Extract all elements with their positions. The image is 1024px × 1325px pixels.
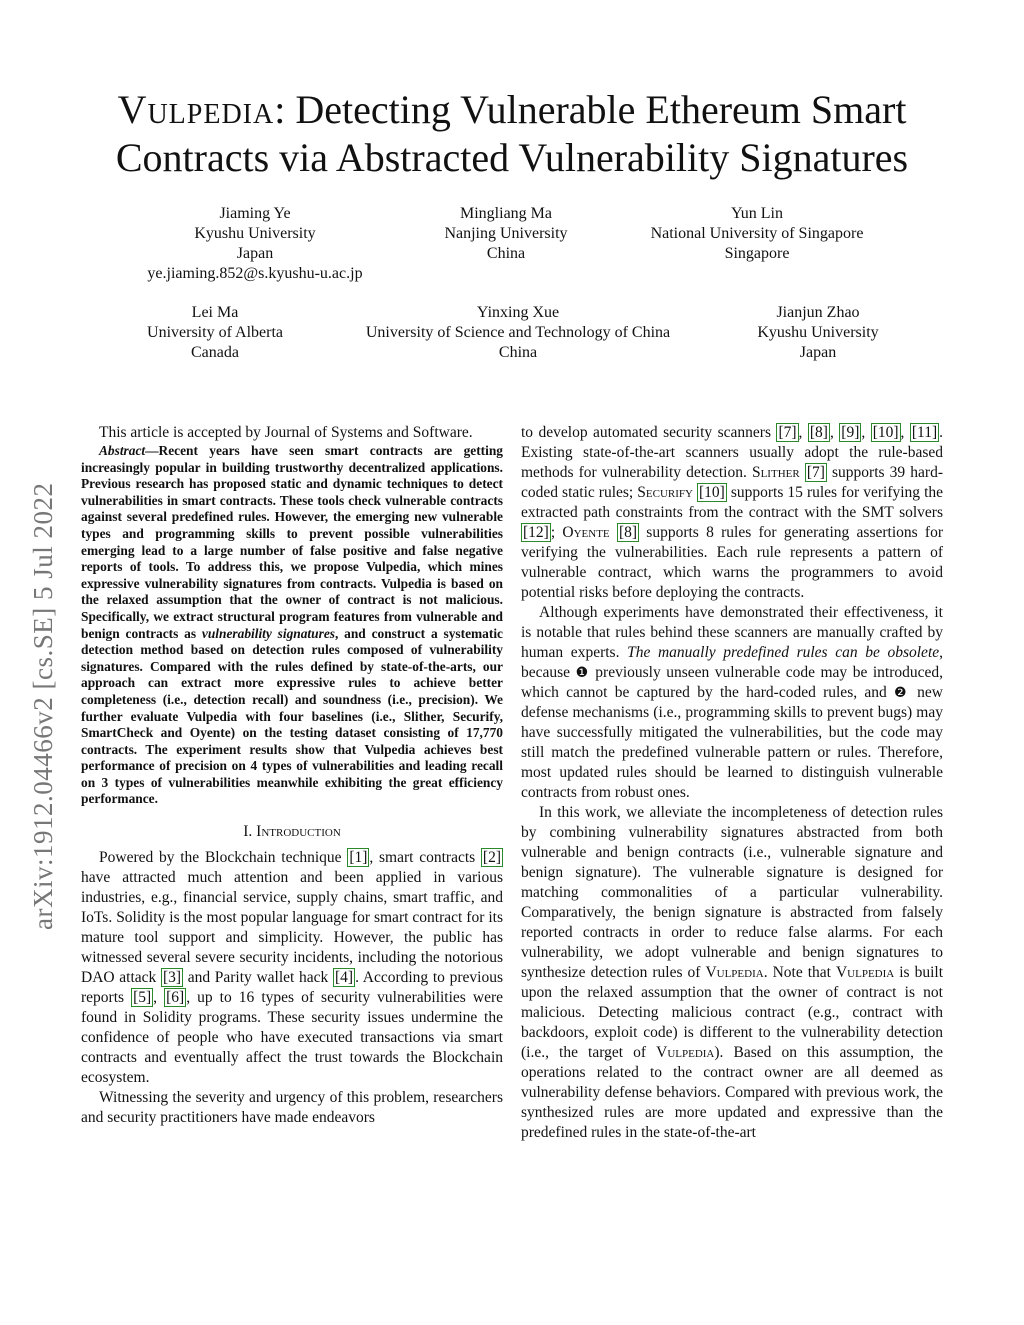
acceptance-note: This article is accepted by Journal of Systems and Software. bbox=[99, 424, 473, 441]
section-number: I. bbox=[243, 823, 253, 841]
citation-link[interactable]: [11] bbox=[911, 424, 938, 441]
citation-link[interactable]: [3] bbox=[162, 969, 182, 987]
arxiv-identifier-stamp: arXiv:1912.04466v2 [cs.SE] 5 Jul 2022 bbox=[28, 482, 58, 930]
emphasis: The manually predefined rules can be obsolete bbox=[627, 644, 940, 661]
abstract bbox=[81, 443, 503, 808]
section-title: Introduction bbox=[256, 823, 341, 841]
citation-link[interactable]: [10] bbox=[872, 424, 899, 441]
citation-link[interactable]: [6] bbox=[166, 989, 185, 1007]
author-block bbox=[732, 303, 904, 363]
author-name: Yinxing Xue bbox=[476, 304, 560, 321]
paragraph: Although experiments have demonstrated their effectiveness, it is notable that rules behind these scanners are manually crafted by human experts. The manually predefined rules can be obsolete, because ❶ previously unseen vulnerable code may be introduced, which cannot be captured by the hard-coded rules, and ❷ new defense mechanisms (i.e., programming skills to prevent bugs) may have successfully mitigated the vulnerabilities, but the code may still match the predefined vulnerable pattern or rules. Therefore, most updated rules should be learned to distinguish vulnerable contracts from robust ones. bbox=[521, 604, 944, 801]
citation-link[interactable]: [2] bbox=[482, 849, 501, 867]
author-block bbox=[130, 204, 380, 284]
title-tool-name: Vulpedia bbox=[117, 87, 275, 132]
paper-title bbox=[60, 86, 964, 182]
tool-name: Vulpedia bbox=[656, 1044, 715, 1061]
citation-link[interactable]: [7] bbox=[778, 424, 797, 441]
author-block bbox=[122, 303, 308, 363]
tool-name: Securify bbox=[637, 484, 693, 501]
author-block bbox=[336, 303, 700, 363]
author-email[interactable]: ye.jiaming.852@s.kyushu-u.ac.jp bbox=[147, 265, 363, 282]
paragraph: Witnessing the severity and urgency of this problem, researchers and security practitioners have made endeavors bbox=[81, 1089, 503, 1127]
author-affiliation: University of Alberta bbox=[147, 324, 283, 341]
author-country: China bbox=[486, 245, 526, 262]
abstract-text: —Recent years have seen smart contracts are getting increasingly popular in building trustworthy decentralized applications. Previous research has proposed static and dynamic techniques to detect vulnerabilities in smart contracts. These tools check vulnerable contracts against several predefined rules. However, the emerging new vulnerable types and programming skills to prevent possible vulnerabilities emerging lead to a large number of false positive and false negative reports of tools. To address this, we propose Vulpedia, which mines expressive vulnerability signatures from contracts. Vulpedia is based on the relaxed assumption that the owner of contract is not malicious. Specifically, we extract structural program features from vulnerable and benign contracts as bbox=[81, 443, 503, 641]
citation-link[interactable]: [7] bbox=[806, 464, 825, 481]
abstract-text: , and construct a systematic detection method based on detection rules composed of vulnerability signatures. Compared with the rules defined by state-of-the-arts, our approach can extract more expressive rules to achieve better completeness (i.e., detection recall) and soundness (i.e., precision). We further evaluate Vulpedia with four baselines (i.e., Slither, Securify, SmartCheck and Oyente) on the testing dataset consisting of 17,770 contracts. The experiment results show that Vulpedia achieves best performance of precision on 4 types of vulnerabilities and leading recall on 3 types of vulnerabilities meanwhile exhibiting the great efficiency performance. bbox=[81, 625, 503, 807]
citation-link[interactable]: [5] bbox=[133, 989, 152, 1007]
author-country: Canada bbox=[191, 344, 239, 361]
paragraph: In this work, we alleviate the incompleteness of detection rules by combining vulnerability signatures abstracted from both vulnerable and benign contracts (i.e., vulnerable signature and benign signature). The vulnerable signature is designed for matching commonalities of a particular vulnerability. Comparatively, the benign signature is abstracted from falsely reported contracts in order to reduce false alarms. For each vulnerability, we adopt vulnerable and benign signatures to synthesize detection rules of Vulpedia. Note that Vulpedia is built upon the relaxed assumption that the owner of contract is not malicious. Detecting malicious contract (e.g., contract with backdoors, exploit code) is different to the vulnerability detection (i.e., the target of Vulpedia). Based on this assumption, the operations related to the contract owner are all deemed as vulnerability defense behaviors. Compared with previous work, the synthesized rules are more updated and expressive than the predefined rules in the state-of-the-art bbox=[521, 804, 944, 1141]
tool-name: Vulpedia bbox=[705, 964, 764, 981]
author-country: Japan bbox=[799, 344, 837, 361]
right-column bbox=[521, 423, 943, 1143]
left-column bbox=[81, 423, 503, 1128]
title-text: : Detecting Vulnerable Ethereum Smart Contracts via Abstracted Vulnerability Signatures bbox=[115, 87, 909, 180]
author-affiliation: Nanjing University bbox=[444, 225, 568, 242]
author-affiliation: Kyushu University bbox=[194, 225, 316, 242]
author-name: Jiaming Ye bbox=[219, 205, 291, 222]
author-name: Lei Ma bbox=[191, 304, 239, 321]
citation-link[interactable]: [12] bbox=[523, 524, 549, 541]
author-name: Yun Lin bbox=[731, 205, 783, 222]
citation-link[interactable]: [8] bbox=[618, 524, 638, 541]
paragraph: to develop automated security scanners [7] , [8] , [9] , [10] , [11] . Existing state-of-the-art scanners usually adopt the rule-based methods for vulnerability detection. Slither [7] supports 39 hard-coded static rules; Securify [10] supports 15 rules for verifying the extracted path constraints from the contract with the SMT solvers [12] ; Oyente [8] supports 8 rules for generating assertions for verifying the vulnerabilities. Each rule represents a pattern of vulnerable contract, which warns the programmers to avoid potential risks before deploying the contracts. bbox=[521, 424, 944, 601]
citation-link[interactable]: [1] bbox=[349, 849, 368, 867]
author-affiliation: Kyushu University bbox=[757, 324, 879, 341]
citation-link[interactable]: [10] bbox=[699, 484, 725, 501]
citation-link[interactable]: [8] bbox=[809, 424, 828, 441]
citation-link[interactable]: [4] bbox=[334, 969, 354, 987]
citation-link[interactable]: [9] bbox=[841, 424, 860, 441]
tool-name: Slither bbox=[751, 464, 800, 481]
author-country: Japan bbox=[236, 245, 274, 262]
abstract-label: Abstract bbox=[99, 443, 146, 458]
paragraph: Powered by the Blockchain technique [1] , smart contracts [2] have attracted much attention and been applied in various industries, e.g., financial service, supply chains, smart traffic, and IoTs. Solidity is the most popular language for smart contract for its mature tool support and simplicity. However, the public has witnessed several severe security incidents, including the notorious DAO attack [3] and Parity wallet hack [4] . According to previous reports [5] , [6] , up to 16 types of security vulnerabilities were found in Solidity programs. These security issues undermine the confidence of people who have executed transactions via smart contracts and eventually affect the trust towards the Blockchain ecosystem. bbox=[81, 849, 503, 1087]
author-name: Mingliang Ma bbox=[460, 205, 552, 222]
author-country: China bbox=[498, 344, 538, 361]
author-block bbox=[626, 204, 888, 264]
abstract-emphasis: vulnerability signatures bbox=[201, 625, 335, 641]
bullet-two-icon: ❷ bbox=[893, 685, 910, 701]
section-heading bbox=[81, 822, 503, 842]
author-country: Singapore bbox=[724, 245, 790, 262]
author-affiliation: University of Science and Technology of China bbox=[365, 324, 671, 341]
author-block bbox=[406, 204, 606, 264]
tool-name: Oyente bbox=[562, 524, 610, 541]
author-name: Jianjun Zhao bbox=[776, 304, 860, 321]
author-affiliation: National University of Singapore bbox=[650, 225, 864, 242]
bullet-one-icon: ❶ bbox=[575, 665, 590, 681]
tool-name: Vulpedia bbox=[835, 964, 895, 981]
